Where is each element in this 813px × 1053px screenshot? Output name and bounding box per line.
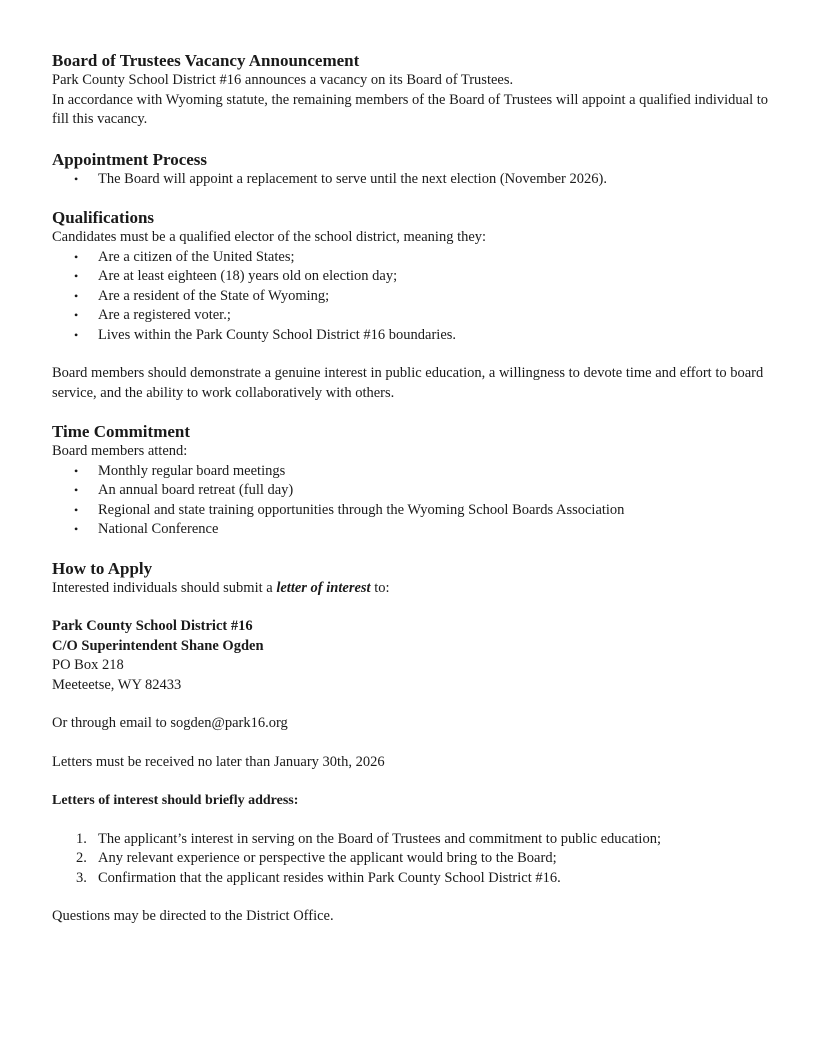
announcement-line-1: Park County School District #16 announces a vacancy on its Board of Trustees. bbox=[52, 72, 514, 88]
list-item bbox=[52, 170, 772, 190]
list-item bbox=[52, 830, 772, 850]
bullet-icon: • bbox=[74, 327, 79, 342]
announcement-title: Board of Trustees Vacancy Announcement bbox=[52, 51, 360, 70]
list-item bbox=[52, 326, 772, 346]
appointment-list bbox=[52, 170, 772, 190]
list-item bbox=[52, 306, 772, 326]
address-line-district: Park County School District #16 bbox=[52, 618, 253, 634]
list-item bbox=[52, 267, 772, 287]
time-commitment-title: Time Commitment bbox=[52, 422, 191, 441]
address-line-city: Meeteetse, WY 82433 bbox=[52, 676, 182, 693]
spacer bbox=[52, 734, 772, 753]
list-number: 2. bbox=[76, 850, 87, 866]
qualifications-section bbox=[52, 207, 772, 403]
qualifications-list bbox=[52, 248, 772, 346]
announcement-section bbox=[52, 50, 772, 130]
list-item-text: Confirmation that the applicant resides within Park County School District #16. bbox=[98, 869, 561, 886]
email-prefix: Or through email to bbox=[52, 715, 171, 731]
announcement-line-2: In accordance with Wyoming statute, the remaining members of the Board of Trustees will appoint a qualified individual to fill this vacancy. bbox=[52, 91, 769, 127]
appointment-section bbox=[52, 149, 772, 190]
letter-of-interest-emphasis: letter of interest bbox=[276, 579, 371, 596]
list-item-text: An annual board retreat (full day) bbox=[98, 482, 294, 498]
bullet-icon: • bbox=[74, 249, 79, 264]
document-page bbox=[52, 50, 772, 927]
bullet-icon: • bbox=[74, 522, 79, 536]
spacer bbox=[52, 345, 772, 364]
list-item-text: Are a resident of the State of Wyoming; bbox=[98, 287, 330, 304]
list-item-text: Monthly regular board meetings bbox=[98, 462, 286, 479]
list-item bbox=[52, 520, 772, 540]
address-line-po-box: PO Box 218 bbox=[52, 657, 124, 673]
how-to-apply-title: How to Apply bbox=[52, 558, 153, 578]
bullet-icon: • bbox=[74, 483, 79, 497]
list-item bbox=[52, 501, 772, 521]
list-item bbox=[52, 287, 772, 307]
list-item-text: Are at least eighteen (18) years old on election day; bbox=[98, 268, 398, 284]
spacer bbox=[52, 811, 772, 830]
closing-text: Questions may be directed to the District Office. bbox=[52, 908, 334, 924]
spacer bbox=[52, 772, 772, 791]
email-link[interactable]: sogden@park16.org bbox=[170, 715, 288, 731]
bullet-icon: • bbox=[74, 502, 79, 517]
list-item-text: Regional and state training opportunities through the Wyoming School Boards Association bbox=[98, 501, 625, 518]
mailing-address bbox=[52, 617, 772, 695]
qualifications-title: Qualifications bbox=[52, 208, 155, 227]
letter-requirements-list bbox=[52, 830, 772, 889]
list-item bbox=[52, 849, 772, 869]
appointment-title: Appointment Process bbox=[52, 149, 208, 169]
list-item-text: Are a registered voter.; bbox=[98, 307, 231, 323]
time-commitment-section bbox=[52, 421, 772, 540]
how-to-apply-intro bbox=[52, 579, 772, 599]
deadline-text: Letters must be received no later than January 30th, 2026 bbox=[52, 753, 385, 770]
bullet-icon: • bbox=[74, 308, 79, 322]
bullet-icon: • bbox=[74, 171, 79, 186]
intro-text-after: to: bbox=[370, 579, 390, 596]
spacer bbox=[52, 695, 772, 714]
list-item-text: National Conference bbox=[98, 521, 219, 537]
qualifications-intro: Candidates must be a qualified elector of the school district, meaning they: bbox=[52, 229, 487, 245]
how-to-apply-section bbox=[52, 558, 772, 927]
time-commitment-intro: Board members attend: bbox=[52, 443, 188, 459]
intro-text-before: Interested individuals should submit a bbox=[52, 579, 277, 596]
list-item-text: Any relevant experience or perspective the applicant would bring to the Board; bbox=[98, 850, 557, 866]
list-item bbox=[52, 248, 772, 268]
list-number: 3. bbox=[76, 869, 87, 886]
list-item-text: The applicant’s interest in serving on the Board of Trustees and commitment to public education; bbox=[98, 830, 661, 847]
bullet-icon: • bbox=[74, 269, 79, 283]
list-number: 1. bbox=[76, 830, 87, 847]
list-item bbox=[52, 869, 772, 889]
list-item-text: The Board will appoint a replacement to serve until the next election (November 2026). bbox=[98, 170, 607, 187]
letter-requirements-heading: Letters of interest should briefly address: bbox=[52, 793, 299, 808]
list-item bbox=[52, 462, 772, 482]
bullet-icon: • bbox=[74, 288, 79, 303]
email-line bbox=[52, 714, 772, 734]
qualifications-note: Board members should demonstrate a genuine interest in public education, a willingness to devote time and effort to board service, and the ability to work collaboratively with others. bbox=[52, 365, 764, 401]
address-line-attention: C/O Superintendent Shane Ogden bbox=[52, 637, 264, 654]
list-item-text: Lives within the Park County School District #16 boundaries. bbox=[98, 326, 457, 343]
spacer bbox=[52, 598, 772, 617]
spacer bbox=[52, 888, 772, 907]
time-commitment-list bbox=[52, 462, 772, 540]
list-item bbox=[52, 481, 772, 501]
bullet-icon: • bbox=[74, 463, 79, 478]
list-item-text: Are a citizen of the United States; bbox=[98, 248, 295, 265]
